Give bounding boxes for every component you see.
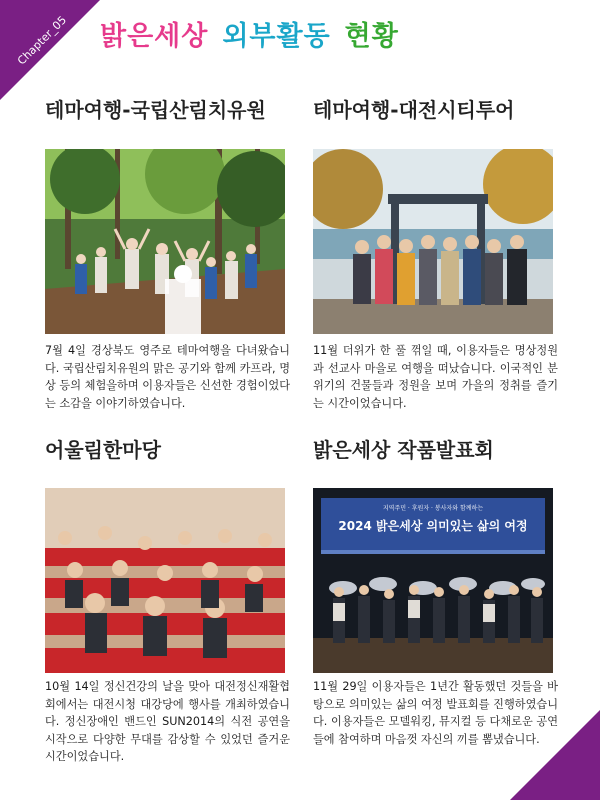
section-heading: 어울림한마당 bbox=[45, 438, 161, 462]
page-title-part2: 외부활동 bbox=[222, 21, 331, 52]
photo-presentation bbox=[313, 488, 553, 673]
section-caption: 11월 더위가 한 풀 꺾일 때, 이용자들은 명상정원과 선교사 마을로 여행을 떠났습니다. 이국적인 분위기의 건물들과 정원을 보며 가을의 정취를 즐기는 시간이었습니다. bbox=[313, 344, 558, 410]
section-harmony-festival bbox=[45, 436, 290, 776]
banner-subtitle: 지역주민 · 후원자 · 봉사자와 함께하는 bbox=[382, 505, 484, 512]
forest-photo-image bbox=[45, 149, 285, 334]
section-forest-healing bbox=[45, 96, 290, 436]
banner-title: 2024 밝은세상 의미있는 삶의 여정 bbox=[338, 519, 528, 533]
section-heading: 테마여행-국립산림치유원 bbox=[45, 98, 266, 122]
corner-ribbon-top-left bbox=[0, 0, 100, 100]
section-caption: 10월 14일 정신건강의 날을 맞아 대전정신재활협회에서는 대전시청 대강당에 행사를 개최하였습니다. 정신장애인 밴드인 SUN2014의 식전 공연을 시작으로 다양한 무대를 감상할 수 있었던 즐거운 시간이었습니다. bbox=[45, 680, 290, 763]
presentation-photo-image bbox=[313, 488, 553, 673]
photo-harmony-festival bbox=[45, 488, 285, 673]
page-title bbox=[100, 14, 399, 54]
page-title-part1: 밝은세상 bbox=[100, 21, 209, 52]
photo-city-tour bbox=[313, 149, 553, 334]
photo-forest-healing bbox=[45, 149, 285, 334]
section-heading: 밝은세상 작품발표회 bbox=[313, 438, 494, 462]
festival-photo-image bbox=[45, 488, 285, 673]
page-title-part3: 현황 bbox=[344, 21, 399, 52]
section-heading: 테마여행-대전시티투어 bbox=[313, 98, 515, 122]
city-tour-photo-image bbox=[313, 149, 553, 334]
section-city-tour bbox=[313, 96, 558, 436]
section-caption: 11월 29일 이용자들은 1년간 활동했던 것들을 바탕으로 의미있는 삶의 여정 발표회를 진행하였습니다. 이용자들은 모델워킹, 뮤지컬 등 다채로운 공연들에 참여하며 마음껏 자신의 끼를 뽐냈습니다. bbox=[313, 680, 558, 746]
chapter-label: Chapter_05 bbox=[14, 13, 70, 68]
section-presentation bbox=[313, 436, 558, 776]
section-caption: 7월 4일 경상북도 영주로 테마여행을 다녀왔습니다. 국립산림치유원의 맑은 공기와 함께 카프라, 명상 등의 체험을하며 이용자들은 신선한 경험이었다는 소감을 이야기하였습니다. bbox=[45, 344, 290, 410]
